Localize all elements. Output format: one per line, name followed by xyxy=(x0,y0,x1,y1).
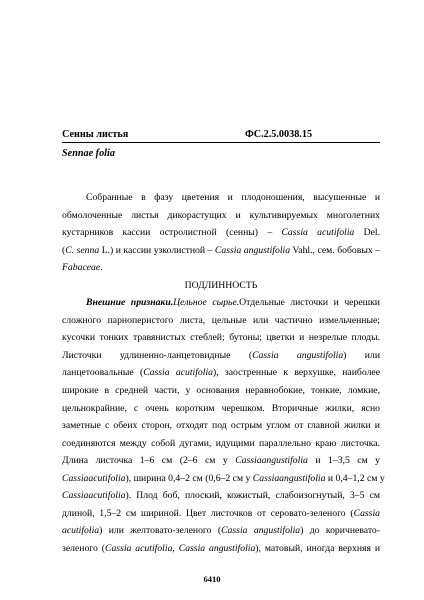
auth-line: заметные с обеих сторон, отходят под острым углом от главной жилки и xyxy=(62,420,380,432)
latin-term: Cassia acutifolia xyxy=(143,367,213,379)
section-title: ПОДЛИННОСТЬ xyxy=(184,279,258,291)
text-segment: ( xyxy=(62,244,66,256)
auth-line xyxy=(62,522,380,540)
latin-term: Cassiaacutifolia xyxy=(62,490,126,502)
text-segment: длиной, 1,5–2 см шириной. Цвет листочков от серовато-зеленого ( xyxy=(62,507,354,519)
latin-term: Cassiaangustifolia xyxy=(252,472,326,484)
auth-line xyxy=(62,505,380,523)
document-body xyxy=(62,189,385,557)
auth-line xyxy=(62,294,380,312)
text-segment: обмолоченные листья дикорастущих и культивируемых многолетних xyxy=(62,209,380,221)
auth-line xyxy=(62,487,380,505)
auth-line xyxy=(62,347,380,365)
text-segment: Собранные в фазу цветения и плодоношения, высушенные и xyxy=(86,192,380,203)
text-segment: ланцетоовальные ( xyxy=(62,367,144,379)
intro-line xyxy=(62,207,380,225)
text-segment: ) до коричневато- xyxy=(300,525,380,537)
text-segment: Листочки удлиненно-ланцетовидные ( xyxy=(62,349,253,361)
text-segment: ), матовый, иногда верхняя и xyxy=(255,542,380,554)
text-segment: ), ширина 0,4–2 см (0,6–2 см у xyxy=(125,472,251,484)
text-segment: . xyxy=(100,262,103,274)
auth-line xyxy=(62,452,380,470)
latin-term: Cassia angustifolia xyxy=(214,244,291,256)
auth-line: сложного парноперистого листа, цельные или частично измельченные; xyxy=(62,314,380,326)
latin-term: Cassiaacutifolia xyxy=(62,472,126,484)
text-segment: L.) и кассии узколистной – xyxy=(101,244,213,256)
text-segment: ) или xyxy=(343,349,381,361)
subheading: Внешние признаки. xyxy=(86,297,174,309)
text-segment: кустарников кассии остролистной (сенны) – xyxy=(62,227,273,239)
latin-term: C. senna xyxy=(65,244,100,256)
subheading: Цельное сырье. xyxy=(173,297,240,309)
text-segment: Отдельные листочки и черешки xyxy=(239,297,380,309)
latin-term: acutifolia xyxy=(62,525,100,537)
latin-term: Cassia acutifolia, Cassia angustifolia xyxy=(105,542,256,554)
intro-line xyxy=(62,242,380,260)
latin-term: Fabaceae xyxy=(62,262,101,274)
text-segment: и 0,4–1,2 см у xyxy=(327,472,385,484)
intro-line xyxy=(62,189,380,207)
monograph-code: ФС.2.5.0038.15 xyxy=(245,129,313,140)
auth-line xyxy=(62,470,385,488)
monograph-title: Сенны листья xyxy=(62,129,129,140)
text-segment: и 1–3,5 см у xyxy=(315,455,381,467)
intro-line xyxy=(62,259,380,277)
text-segment: ), заостренные к верхушке, наиболее xyxy=(212,367,380,379)
monograph-header xyxy=(62,128,382,141)
text-segment: Длина листочка 1–6 см (2–6 см у xyxy=(62,455,228,467)
auth-line xyxy=(62,540,380,558)
auth-line xyxy=(62,364,380,382)
header-rule xyxy=(62,142,380,143)
latin-term: Cassiaangustifolia xyxy=(235,455,308,467)
auth-line: соединяются между собой дугами, идущими параллельно краю листочка. xyxy=(62,437,380,449)
auth-line: цельнокрайние, с очень коротким черешком. Вторичные жилки, ясно xyxy=(62,402,380,414)
text-segment: ). Плод боб, плоский, кожистый, слабоизогнутый, 3–5 см xyxy=(125,490,380,502)
latin-term: Cassia xyxy=(353,507,380,519)
latin-name: Sennae folia xyxy=(62,148,115,159)
latin-term: Cassia acutifolia xyxy=(281,227,355,239)
text-segment: Del. xyxy=(363,227,380,239)
latin-term: Cassia angustifolia xyxy=(252,349,344,361)
latin-term: Cassia angustifolia xyxy=(221,525,301,537)
text-segment: Vahl., сем. бобовых – xyxy=(292,244,380,256)
auth-line: широкие в средней части, у основания неравнобокие, тонкие, ломкие, xyxy=(62,385,380,397)
text-segment: ) или желтовато-зеленого ( xyxy=(99,525,222,537)
auth-line: кусочки тонких травянистых стеблей; бутоны; цветки и незрелые плоды. xyxy=(62,332,380,344)
text-segment: зеленого ( xyxy=(62,542,105,554)
intro-line xyxy=(62,224,380,242)
page-number: 6410 xyxy=(203,574,221,584)
